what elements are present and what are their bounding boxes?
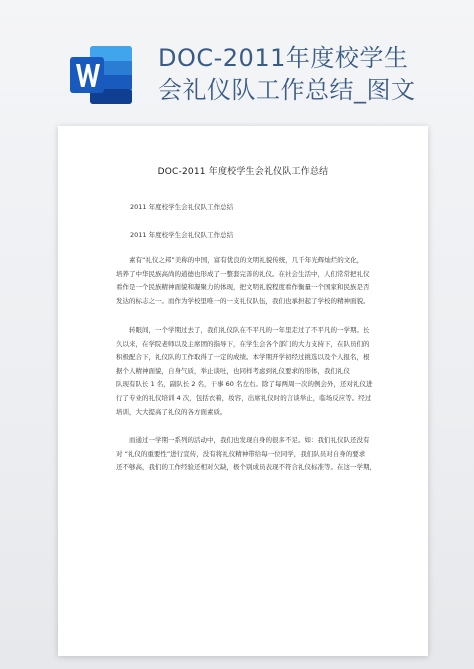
- paragraph-line: 素有“礼仪之邦”美称的中国，富有优良的文明礼貌传统，几千年光辉灿烂的文化，: [129, 256, 364, 264]
- document-subtitle-2: 2011 年度校学生会礼仪队工作总结: [130, 231, 234, 239]
- title-line-2: 会礼仪队工作总结_图文: [158, 76, 416, 104]
- paragraph-line: 培训，大大提高了礼仪的各方面素质。: [116, 407, 227, 416]
- paragraph-3: [116, 434, 378, 475]
- document-subtitle-1: 2011 年度校学生会礼仪队工作总结: [130, 203, 234, 211]
- paragraph-line: 据个人精神面貌，自身气质，举止谈吐，也同样考虑到礼仪要求的形体，我们礼仪: [116, 366, 350, 375]
- paragraph-line: 看作是一个民族精神面貌和凝聚力的体现，把文明礼貌程度看作衡量一个国家和民族是否: [116, 283, 370, 292]
- document-page: [58, 126, 428, 656]
- paragraph-2: [116, 324, 378, 419]
- document-title: DOC-2011 年度校学生会礼仪队工作总结: [157, 167, 329, 177]
- paragraph-1: [116, 254, 378, 308]
- paragraph-line: 转眼间，一个学期过去了，我们礼仪队在不平凡的一年里走过了不平凡的一学期。长: [129, 326, 370, 334]
- paragraph-line: 行了专业的礼仪培训 4 次，包括衣着，妆容，出席礼仪时的言谈举止，临场反应等。经过: [116, 393, 372, 402]
- paragraph-line: 而通过一学期一系列的活动中，我们也发现自身的很多不足。如：我们礼仪队还没有: [129, 436, 370, 444]
- paragraph-line: 队现有队长 1 名，副队长 2 名，干事 60 名左右。除了每两周一次的例会外，还对礼仪进: [116, 380, 373, 389]
- paragraph-line: 还不够高，我们的工作经验还相对欠缺，极个别成员表现不符合礼仪标准等。在这一学期，: [116, 463, 376, 472]
- paragraph-line: 发达的标志之一。而作为学校里唯一的一支礼仪队伍，我们也承担起了学校的精神面貌。: [116, 296, 370, 305]
- word-icon: [70, 44, 134, 106]
- paragraph-line: 久以来，在学院老师以及主席团的指导下，在学生会各个部门的大力支持下，在队员们的: [116, 339, 370, 348]
- title-line-1: DOC-2011年度校学生: [158, 44, 409, 72]
- paragraph-line: 积极配合下，礼仪队的工作取得了一定的成绩。本学期开学初经过挑选以及个人报名，根: [116, 353, 370, 362]
- paragraph-line: 对 “礼仪的重要性”进行宣传，没有将礼仪精神带给每一位同学，我们队员对自身的要求: [116, 449, 366, 458]
- page-title: [158, 42, 458, 106]
- paragraph-line: 培养了中华民族高尚的道德也形成了一整套完善的礼仪。在社会生活中，人们常常把礼仪: [116, 269, 370, 278]
